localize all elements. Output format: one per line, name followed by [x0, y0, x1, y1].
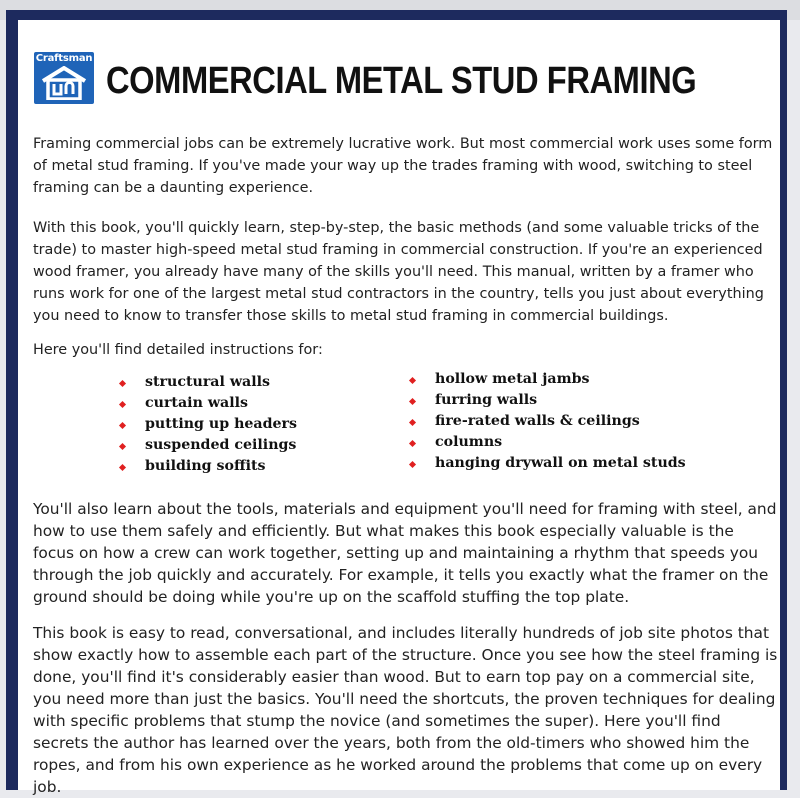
list-item: hanging drywall on metal studs: [408, 453, 686, 474]
list-item: furring walls: [408, 390, 686, 411]
house-logo-icon: [40, 66, 88, 100]
diamond-bullet-icon: [409, 419, 416, 426]
diamond-bullet-icon: [119, 464, 126, 471]
diamond-bullet-icon: [409, 377, 416, 384]
diamond-bullet-icon: [409, 398, 416, 405]
paragraph-instructions-lead: Here you'll find detailed instructions for:: [33, 342, 323, 358]
list-item: suspended ceilings: [118, 435, 297, 456]
diamond-bullet-icon: [119, 422, 126, 429]
list-item: fire-rated walls & ceilings: [408, 411, 686, 432]
diamond-bullet-icon: [119, 401, 126, 408]
list-item: structural walls: [118, 372, 297, 393]
paragraph-tools: You'll also learn about the tools, materials and equipment you'll need for framing with steel, and how to use them safely and efficiently. But what makes this book especially valuable is the focus on how a crew can work together, setting up and maintaining a rhythm that speeds you through the job quickly and accurately. For example, it tells you exactly what the framer on the ground should be doing while you're up on the scaffold stuffing the top plate.: [33, 500, 777, 606]
logo-text: Craftsman: [35, 53, 93, 64]
diamond-bullet-icon: [119, 443, 126, 450]
page-title: COMMERCIAL METAL STUD FRAMING: [106, 60, 697, 102]
paragraph-easy-read: This book is easy to read, conversational, and includes literally hundreds of job site photos that show exactly how to assemble each part of the structure. Once you see how the steel framing is done, you'll find it's considerably easier than wood. But to earn top pay on a commercial site, you need more than just the basics. You'll need the shortcuts, the proven techniques for dealing with specific problems that stump the novice (and sometimes the super). Here you'll find secrets the author has learned over the years, both from the old-timers who showed him the ropes, and from his own experience as he worked around the problems that come up on every job.: [33, 624, 778, 796]
list-item: columns: [408, 432, 686, 453]
list-item: curtain walls: [118, 393, 297, 414]
list-item: hollow metal jambs: [408, 369, 686, 390]
list-item: building soffits: [118, 456, 297, 477]
diamond-bullet-icon: [409, 461, 416, 468]
topics-list-left: [118, 372, 297, 477]
diamond-bullet-icon: [119, 380, 126, 387]
diamond-bullet-icon: [409, 440, 416, 447]
paragraph-learn: With this book, you'll quickly learn, step-by-step, the basic methods (and some valuable tricks of the trade) to master high-speed metal stud framing in commercial construction. If you're an experienced wood framer, you already have many of the skills you'll need. This manual, written by a framer who runs work for one of the largest metal stud contractors in the country, tells you just about everything you need to know to transfer those skills to metal stud framing in commercial buildings.: [33, 220, 764, 324]
paragraph-intro: Framing commercial jobs can be extremely lucrative work. But most commercial work uses some form of metal stud framing. If you've made your way up the trades framing with wood, switching to steel framing can be a daunting experience.: [33, 136, 773, 196]
topics-list-right: [408, 369, 686, 474]
craftsman-logo: [34, 52, 94, 104]
list-item: putting up headers: [118, 414, 297, 435]
